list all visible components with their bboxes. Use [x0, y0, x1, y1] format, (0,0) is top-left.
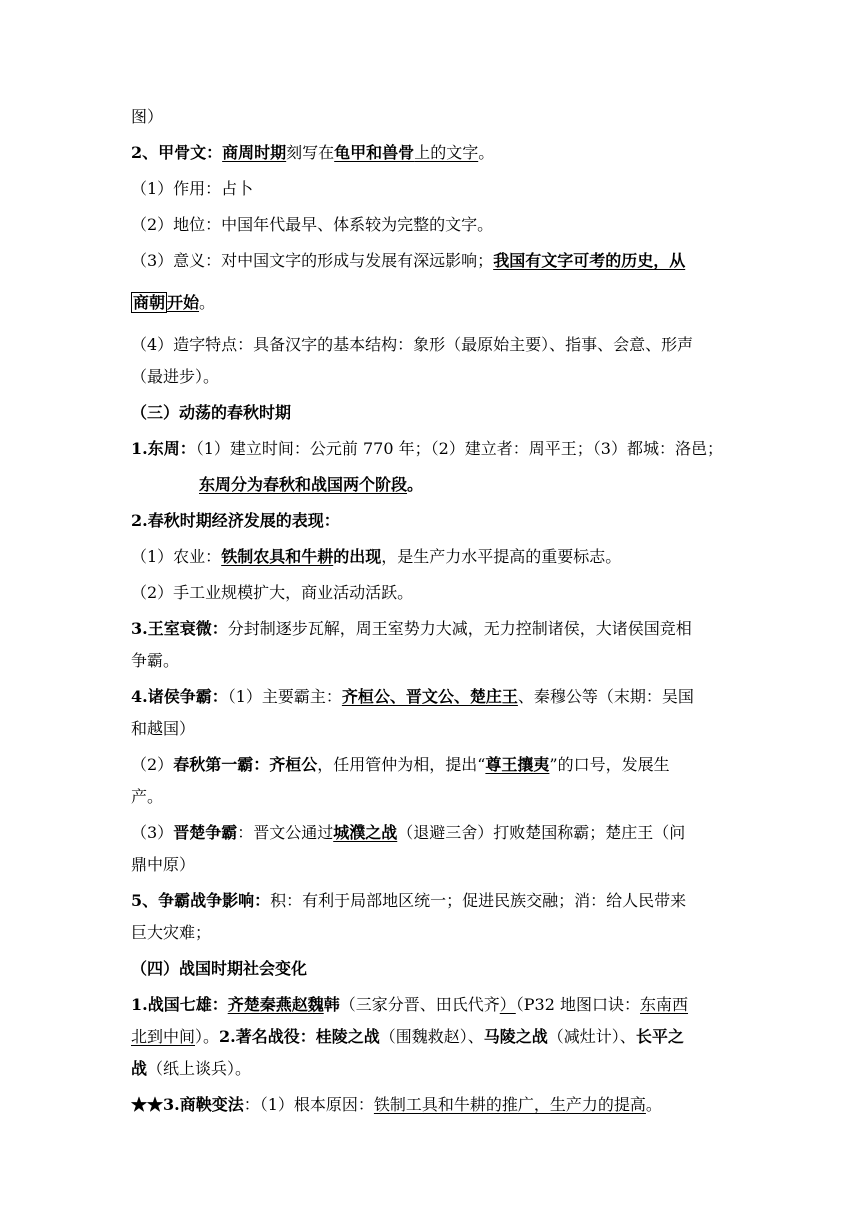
text: 2.春秋时期经济发展的表现： [131, 511, 340, 530]
text: （2） [131, 755, 174, 774]
text-line [131, 1056, 731, 1082]
key-term: 铁制工具和牛耕的推广，生产力的提高 [373, 1095, 646, 1114]
text: （三家分晋、田氏代齐 [339, 995, 500, 1014]
text: 图） [131, 107, 164, 126]
text-line [131, 176, 731, 202]
text: （4）造字特点：具备汉字的基本结构：象形（最原始主要）、指事、会意、形声 [131, 335, 694, 354]
document-body [131, 104, 731, 1128]
text: 2、甲骨文： [131, 143, 223, 162]
text-line [131, 992, 731, 1018]
text: （1）作用：占卜 [131, 179, 254, 198]
section-heading [131, 956, 731, 982]
text-line [131, 616, 731, 642]
key-term: 齐桓公、晋文公、楚庄王 [341, 687, 518, 706]
label: 晋楚争霸 [173, 823, 238, 842]
subheading [131, 508, 731, 534]
text-line [131, 852, 731, 878]
text: 上的文字 [414, 143, 479, 162]
text-line [131, 212, 731, 238]
text-line [131, 648, 731, 674]
key-term: 齐楚秦燕赵魏 [227, 995, 324, 1014]
key-term: 东南西 [640, 995, 689, 1014]
text-line [131, 436, 731, 462]
label: 1.东周： [131, 439, 196, 458]
text: 鼎中原） [131, 855, 196, 874]
text: 桂陵之战 [315, 1027, 380, 1046]
text: （最进步）。 [131, 367, 220, 386]
text-line [131, 684, 731, 710]
heading-oracle-bone [131, 140, 731, 166]
text: ：（1）根本原因： [243, 1095, 374, 1114]
label: 1.战国七雄： [131, 995, 228, 1014]
label: 4.诸侯争霸： [131, 687, 228, 706]
text: （减灶计）、 [547, 1027, 636, 1046]
text-line [131, 332, 731, 358]
text-line [131, 104, 731, 130]
text: ） [499, 995, 516, 1014]
key-term: 商周时期 [222, 143, 287, 162]
key-term: 城濮之战 [333, 823, 398, 842]
key-term: 开始 [167, 293, 200, 312]
text: 韩 [323, 995, 340, 1014]
text: 。 [199, 293, 216, 312]
text: （四）战国时期社会变化 [131, 959, 308, 978]
text: （3）意义：对中国文字的形成与发展有深远影响； [131, 251, 494, 270]
text: （1）主要霸主： [227, 687, 342, 706]
text: 和越国） [131, 719, 196, 738]
text-line [131, 716, 731, 742]
text-line [131, 752, 731, 778]
key-term: 东周分为春秋和战国两个阶段 [199, 475, 408, 494]
label: 2.著名战役： [219, 1027, 316, 1046]
key-term: 我国有文字可考的历史，从 [493, 251, 686, 270]
label: 5、争霸战争影响： [131, 891, 271, 910]
key-term: 尊王攘夷 [485, 755, 550, 774]
text: 的出现 [333, 547, 382, 566]
text-line [131, 290, 731, 316]
text: （1）建立时间：公元前 770 年；（2）建立者：周平王；（3）都城：洛邑； [195, 439, 723, 458]
text: （围魏救赵）、 [379, 1027, 484, 1046]
label: 3.王室衰微： [131, 619, 228, 638]
text: 。 [645, 1095, 662, 1114]
text-line [131, 1092, 731, 1118]
text-line [131, 248, 731, 274]
text-line [131, 364, 731, 390]
text: （3） [131, 823, 174, 842]
text: 积：有利于局部地区统一；促进民族交融；消：给人民带来 [270, 891, 687, 910]
text: 分封制逐步瓦解，周王室势力大减，无力控制诸侯，大诸侯国竞相 [227, 619, 692, 638]
text: （退避三舍）打败楚国称霸；楚庄王（问 [397, 823, 686, 842]
text-line [131, 820, 731, 846]
section-heading [131, 400, 731, 426]
text-line [131, 472, 731, 498]
text: 、秦穆公等（末期：吴国 [517, 687, 694, 706]
text: 产。 [131, 787, 164, 806]
text: 战 [131, 1059, 148, 1078]
text: （P32 地图口诀： [515, 995, 640, 1014]
key-term: 龟甲和兽骨 [334, 143, 415, 162]
text-line [131, 920, 731, 946]
text: 刻写在 [286, 143, 335, 162]
text: （三）动荡的春秋时期 [131, 403, 292, 422]
text-line [131, 1024, 731, 1050]
text: ，任用管仲为相，提出“ [317, 755, 486, 774]
key-term: 铁制农具和牛耕 [221, 547, 334, 566]
text: 巨大灾难； [131, 923, 212, 942]
text-line [131, 888, 731, 914]
text-line [131, 580, 731, 606]
text: （1）农业： [131, 547, 222, 566]
label: ★★3.商鞅变法 [131, 1095, 244, 1114]
boxed-term: 商朝 [133, 293, 166, 312]
label: 春秋第一霸：齐桓公 [173, 755, 318, 774]
text: 马陵之战 [483, 1027, 548, 1046]
text: 争霸。 [131, 651, 180, 670]
text: （2）地位：中国年代最早、体系较为完整的文字。 [131, 215, 494, 234]
text: ）。 [195, 1027, 220, 1046]
text: ，是生产力水平提高的重要标志。 [381, 547, 622, 566]
key-term: 北到中间 [131, 1027, 196, 1046]
text: ：晋文公通过 [237, 823, 334, 842]
text: ”的口号，发展生 [549, 755, 670, 774]
text-line [131, 784, 731, 810]
text: （2）手工业规模扩大，商业活动活跃。 [131, 583, 414, 602]
text: 。 [478, 143, 495, 162]
text: （纸上谈兵）。 [147, 1059, 252, 1078]
text: 。 [407, 475, 424, 494]
text-line [131, 544, 731, 570]
text: 长平之 [635, 1027, 684, 1046]
